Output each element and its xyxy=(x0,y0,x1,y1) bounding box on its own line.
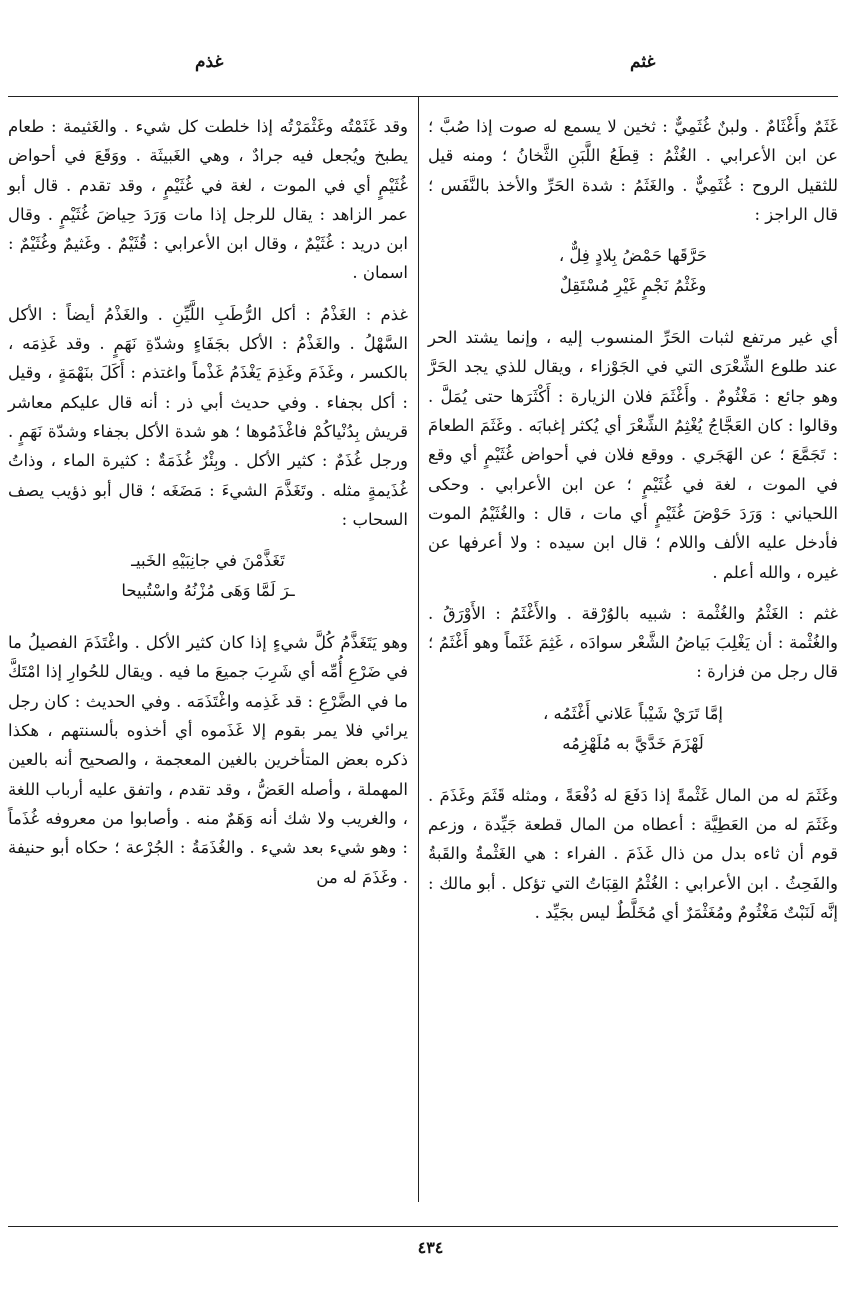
verse-line: لَهْزَمَ خَدَّيَّ به مُلَهْزِمُه xyxy=(562,733,704,753)
right-paragraph-2: أي غير مرتفع لثبات الحَرِّ المنسوب إليه ، وإنما يشتد الحر عند طلوع الشِّعْرَى التي في الجَوْزاء ، ويقال للذي يجد الحَرَّ وهو جائع : مَغْثُومٌ . وأَغْثَمَ فلان الزيارة : أَكْثَرَها حتى يُمَلَّ . وقالوا : كان العَجَّاجُ يُغْثِمُ الشِّعْرَ أي يُكثر إغبابَه . وغَثَمَ الطعامَ : تَجَمَّعَ ؛ عن الهَجَري . ووقع فلان في أحواض غُثَيْمٍ أي وقع في الموت ، لغة في غُثَيْمٍ ؛ عن ابن الأعرابي . وحكى اللحياني : وَرَدَ حَوْضَ غُثَيْمٍ أي مات ، قال : والغُثَيْمُ الموت فأدخل عليه الألف واللام ؛ قال ابن سيده : ولا أعرفها عن غيره ، والله أعلم . xyxy=(428,328,838,582)
right-paragraph-1: غَثَمٌ وأَغْثَامٌ . ولبنٌ غُثَمِيٌّ : ثخين لا يسمع له صوت إذا صُبَّ ؛ عن ابن الأعرابي . الغُثْمُ : قِطَعُ اللَّبَنِ الثَّخانُ ؛ ومنه قيل للثقيل الروح : غُثَمِيٌّ . والغَثَمُ : شدة الحَرِّ والأخذ بالنَّفَس ؛ قال الراجز : xyxy=(428,117,838,224)
verse-line: ـرَ لَمَّا وَهَى مُزْنُهُ واسْتُبيحا xyxy=(121,581,295,601)
verse-line: حَرَّقَها حَمْضُ بِلادٍ فِلٌّ ، xyxy=(558,246,708,266)
entry-ghadhm: غذم : الغَذْمُ : أكل الرُّطَبِ اللَّيِّنِ . والغَذْمُ أيضاً : الأكل السَّهْلُ . والغَذْمُ : الأكل بجَفَاءٍ وشدّةِ نَهَمٍ . وقد غَذِمَه ، بالكسر ، وغَذَمَ وغَذِمَ يَغْذَمُ غَذْماً واغتذم : أَكَلَ بنَهْمَةٍ ، وقيل : أكل بجفاء . وفي حديث أبي ذر : أنه قال عليكم معاشر قريش بِدُنْياكُمْ فاغْذَمُوها ؛ هو شدة الأكل بجفاء وشدّة نَهَمٍ . ورجل غُذَمٌ : كثير الأكل . وبِئْرٌ غُذَمَةٌ : كثيرة الماء ، وذاتُ غُذَيمةٍ مثله . وتَغَذَّمَ الشيءَ : مَضَغَه ؛ قال أبو ذؤيب يصف السحاب : xyxy=(8,304,408,529)
verse-line: تَغَذَّمْنَ في جانِبَيْهِ الخَبيـ xyxy=(131,551,285,571)
right-column xyxy=(428,112,838,927)
right-paragraph-4: وغَثَمَ له من المال غَثْمةً إذا دَفَعَ له دُفْعَةً ، ومثله قَثَمَ وغَذَمَ . وغَثَمَ له من العَطِيَّة : أعطاه من المال قطعة جَيِّدة ، وزعم قوم أن ثاءه بدل من ذال غَذَمَ . الفراء : هي الغَثْمةُ والقَبةُ والفَحِثُ . ابن الأعرابي : الغُثْمُ القِبَاتُ التي تؤكل . أبو مالك : إنَّه لَنَبْتٌ مَغْثُومٌ ومُغَثْمَرٌ أي مُخَلَّطٌ ليس بجَيِّد . xyxy=(428,785,838,922)
column-divider xyxy=(418,97,419,1202)
left-paragraph-3: وهو يَتَغَذَّمُ كُلَّ شيءٍ إذا كان كثير الأكل . واغْتَذَمَ الفصيلُ ما في ضَرْعِ أُمِّه أي شَرِبَ جميعَ ما فيه . ويقال للحُوارِ إذا امْتَكَّ ما في الضَّرْعِ : قد غَذِمه واغْتَذَمَه . وفي الحديث : كان رجل يرائي فلا يمر بقوم إلا غَذَموه أي أخذوه بألسنتهم ، هكذا ذكره بعض المتأخرين بالغين المعجمة ، والصحيح أنه بالعين المهملة ، وأصله العَضُّ ، وقد تقدم ، واتفق عليه أرباب اللغة ، والغريب ولا شك أنه وَهَمٌ منه . وأصابوا من معروفه غُذَماً : وهو شيء بعد شيء . والغُذَمَةُ : الجُرْعة ؛ حكاه أبو حنيفة . وغَذَمَ له من xyxy=(8,633,408,887)
page-number: ٤٣٤ xyxy=(417,1238,444,1257)
entry-ghathm: غثم : الغَثْمُ والغُثْمة : شبيه بالوُرْقة . والأَغْثَمُ : الأَوْرَقُ . والغُثْمة : أن يَغْلِبَ بَياضُ الشَّعْر سوادَه ، غَثِمَ غَثَماً وهو أَغْثَمُ ؛ قال رجل من فزارة : xyxy=(428,603,838,682)
top-rule xyxy=(8,96,838,97)
left-column xyxy=(8,112,408,892)
left-paragraph-1: وقد غَثَمْتُه وغَثْمَرْتُه إذا خلطت كل شيء . والغَثيمة : طعام يطبخ ويُجعل فيه جرادٌ ، وهي الغَبيثَة . ووَقَعَ في أحواض غُثَيْمٍ أي في الموت ، لغة في غُثَيْمٍ ، وقد تقدم . قال أبو عمر الزاهد : يقال للرجل إذا مات وَرَدَ حِياضَ غُثَيْمٍ . وقال ابن دريد : غُثَيْمٌ ، وقال ابن الأعرابي : قُثَيْمٌ . وغَثيمٌ وغُثَيْمٌ : اسمان . xyxy=(8,117,408,283)
left-column-header: غذم xyxy=(195,52,224,72)
right-column-header: غثم xyxy=(630,52,656,72)
bottom-rule xyxy=(8,1226,838,1227)
right-verse-1 xyxy=(428,239,838,311)
right-verse-2 xyxy=(428,697,838,769)
verse-line: إمَّا تَرَيْ شَيْباً عَلاني أَغْثَمُه ، xyxy=(542,703,724,723)
left-verse-1 xyxy=(8,544,408,616)
verse-line: وغَثْمُ نَجْمٍ غَيْرِ مُسْتَقِلٌ xyxy=(559,276,707,296)
